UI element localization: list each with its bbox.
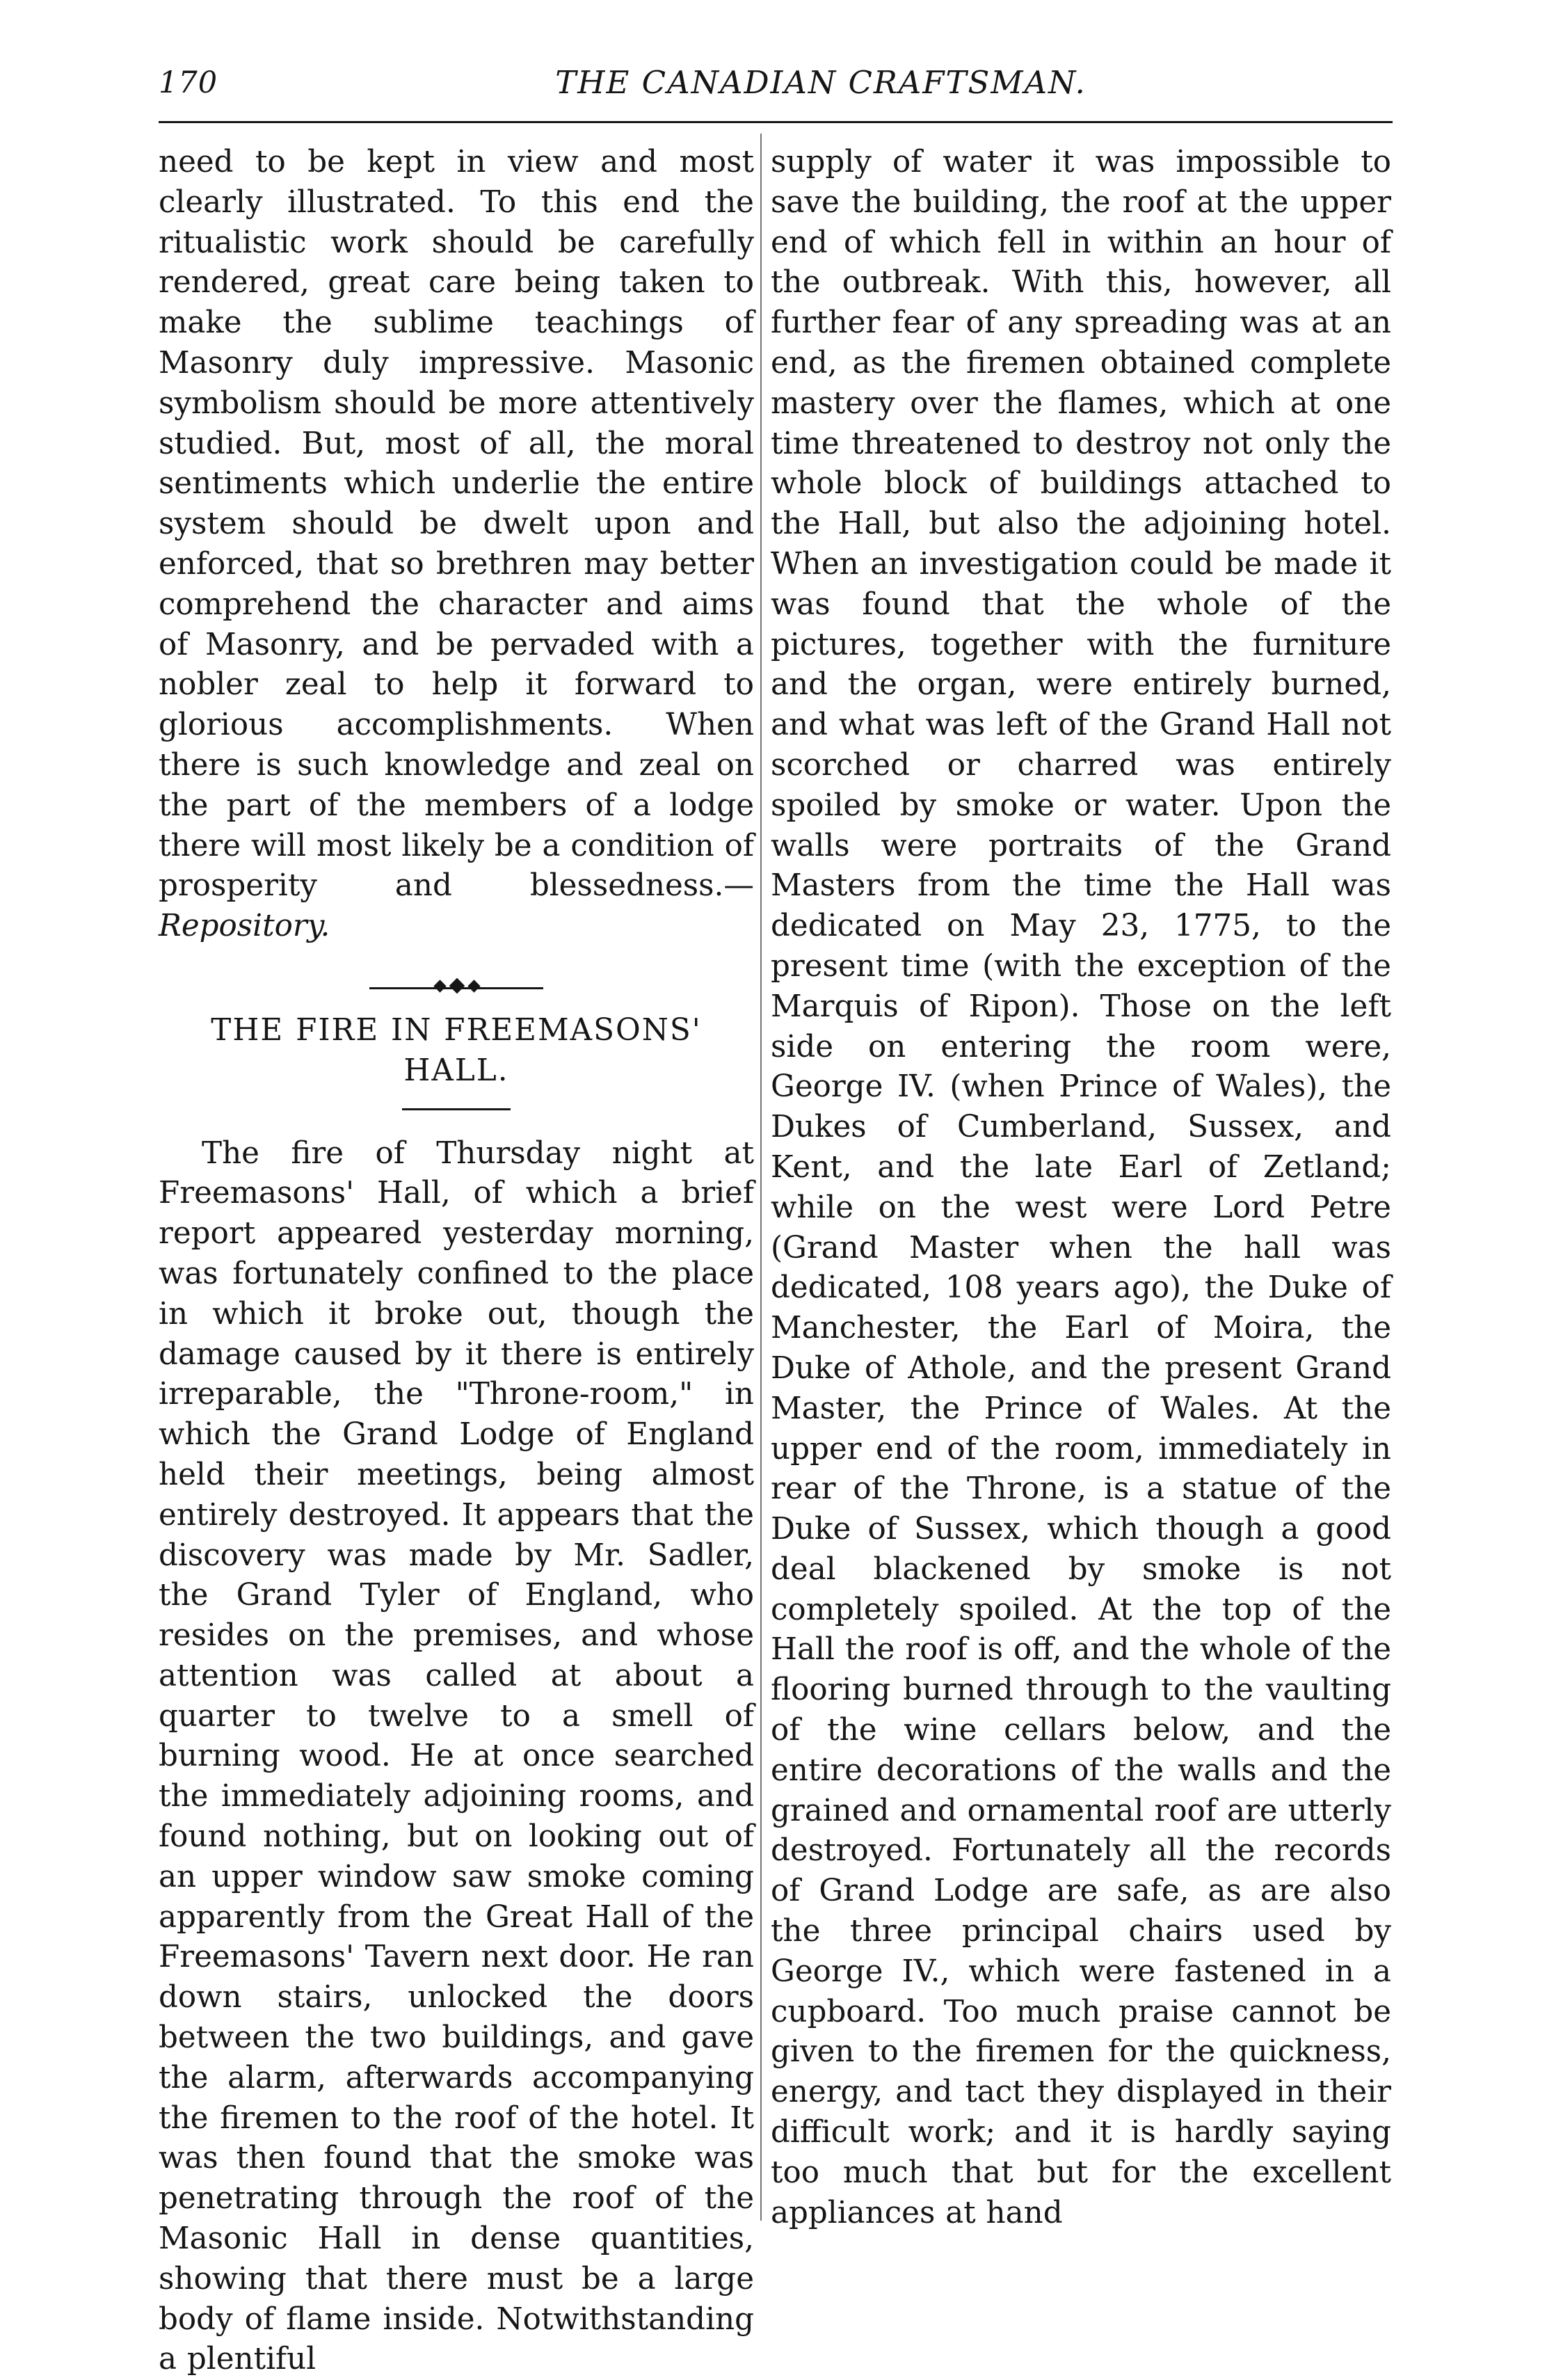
title-rule [402,1108,511,1110]
section-title: THE FIRE IN FREEMASONS' HALL. [211,1012,702,1088]
page-number: 170 [159,65,218,100]
page-header [0,58,1547,107]
header-rule [159,121,1393,123]
right-column [771,143,1391,2230]
intro-paragraph [159,143,754,947]
left-column [159,143,754,2377]
continued-paragraph: supply of water it was impossible to save the building, the roof at the upper end of which fell in within an hour of the outbreak. With this, however, all further fear of any spreading was at an end, as the firemen obtained complete mastery over the flames, which at one time threatened to destroy not only the whole block of buildings attached to the Hall, but also the adjoining hotel. When an investigation could be made it was found that the whole of the pictures, together with the furniture and the organ, were entirely burned, and what was left of the Grand Hall not scorched or charred was entirely spoiled by smoke or water. Upon the walls were portraits of the Grand Masters from the time the Hall was dedicated on May 23, 1775, to the present time (with the exception of the Marquis of Ripon). Those on the left side on entering the room were, George IV. (when Prince of Wales), the Dukes of Cumberland, Sussex, and Kent, and the late Earl of Zetland; while on the west were Lord Petre (Grand Master when the hall was dedicated, 108 years ago), the Duke of Manchester, the Earl of Moira, the Duke of Athole, and the present Grand Master, the Prince of Wales. At the upper end of the room, immediately in rear of the Throne, is a statue of the Duke of Sussex, which though a good deal blackened by smoke is not completely spoiled. At the top of the Hall the roof is off, and the whole of the flooring burned through to the vaulting of the wine cellars below, and the entire decorations of the walls and the grained and ornamental roof are utterly destroyed. Fortunately all the records of Grand Lodge are safe, as are also the three principal chairs used by George IV., which were fastened in a cupboard. Too much praise cannot be given to the firemen for the quickness, energy, and tact they displayed in their difficult work; and it is hardly saying too much that but for the excellent appliances at hand [771,145,1391,2230]
intro-paragraph-text: need to be kept in view and most clearly illustrated. To this end the ritualistic work should be carefully rendered, great care being taken to make the sublime teachings of Masonry duly impressive. Masonic symbolism should be more attentively studied. But, most of all, the moral sentiments which underlie the entire system should be dwelt upon and enforced, that so brethren may better comprehend the character and aims of Masonry, and be pervaded with a nobler zeal to help it forward to glorious accomplishments. When there is such knowledge and zeal on the part of the members of a lodge there will most likely be a condition of prosperity and blessedness.— [159,145,754,904]
ornament-diamond [467,980,480,992]
intro-source: Repository. [159,909,330,944]
running-title: THE CANADIAN CRAFTSMAN. [555,64,1087,101]
section-ornament [369,977,543,998]
ornament-diamond [433,980,446,992]
ornament-diamond [449,978,465,994]
column-divider [760,134,762,2221]
article-paragraph: The fire of Thursday night at Freemasons' Hall, of which a brief report appeared yesterday morning, was fortunately confined to the place in which it broke out, though the damage caused by it there is entirely irreparable, the "Throne-room," in which the Grand Lodge of England held their meetings, being almost entirely destroyed. It appears that the discovery was made by Mr. Sadler, the Grand Tyler of England, who resides on the premises, and whose attention was called at about a quarter to twelve to a smell of burning wood. He at once searched the immediately adjoining rooms, and found nothing, but on looking out of an upper window saw smoke coming apparently from the Great Hall of the Freemasons' Tavern next door. He ran down stairs, unlocked the doors between the two buildings, and gave the alarm, afterwards accompanying the firemen to the roof of the hotel. It was then found that the smoke was penetrating through the roof of the Masonic Hall in dense quantities, showing that there must be a large body of flame inside. Notwithstanding a plentiful [159,1135,754,2377]
